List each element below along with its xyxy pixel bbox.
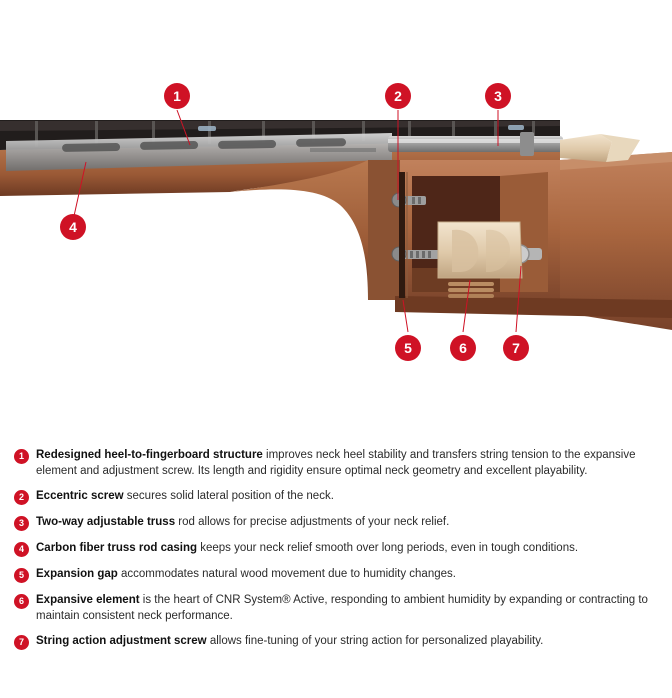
list-item	[0, 541, 672, 557]
legend-term-7: String action adjustment screw	[36, 635, 207, 647]
diagram-marker-4[interactable]: 4	[60, 214, 86, 240]
legend-term-4: Carbon fiber truss rod casing	[36, 542, 198, 554]
legend-rest-2: secures solid lateral position of the neck.	[123, 490, 334, 502]
legend-text-5	[36, 567, 456, 583]
legend-number-6: 6	[14, 594, 29, 609]
expansion-gap	[399, 172, 408, 298]
legend-term-3: Two-way adjustable truss	[36, 516, 176, 528]
list-item	[0, 634, 672, 650]
expansive-element	[438, 222, 522, 278]
legend-term-6: Expansive element	[36, 594, 140, 606]
legend-rest-6: is the heart of CNR System® Active, responding to ambient humidity by expanding or contracting to maintain consistent neck performance.	[36, 594, 648, 622]
legend-term-2: Eccentric screw	[36, 490, 124, 502]
diagram-marker-7[interactable]: 7	[503, 335, 529, 361]
list-item	[0, 489, 672, 505]
legend-text-4	[36, 541, 578, 557]
legend-number-7: 7	[14, 635, 29, 650]
legend-text-2	[36, 489, 334, 505]
legend-text-1	[36, 448, 654, 479]
legend-number-3: 3	[14, 516, 29, 531]
legend-text-6	[36, 593, 654, 624]
internal-braces	[448, 282, 494, 298]
legend-text-7	[36, 634, 543, 650]
legend-text-3	[36, 515, 449, 531]
legend-rest-5: accommodates natural wood movement due to humidity changes.	[117, 568, 456, 580]
legend-number-5: 5	[14, 568, 29, 583]
list-item	[0, 515, 672, 531]
diagram-marker-5[interactable]: 5	[395, 335, 421, 361]
legend-rest-4: keeps your neck relief smooth over long periods, even in tough conditions.	[197, 542, 579, 554]
diagram-marker-6[interactable]: 6	[450, 335, 476, 361]
legend-rest-3: rod allows for precise adjustments of your neck relief.	[175, 516, 450, 528]
diagram-marker-1[interactable]: 1	[164, 83, 190, 109]
legend-term-5: Expansion gap	[36, 568, 118, 580]
list-item	[0, 593, 672, 624]
legend-list	[0, 448, 672, 660]
diagram-marker-2[interactable]: 2	[385, 83, 411, 109]
legend-rest-7: allows fine-tuning of your string action for personalized playability.	[206, 635, 544, 647]
legend-number-4: 4	[14, 542, 29, 557]
legend-term-1: Redesigned heel-to-fingerboard structure	[36, 449, 263, 461]
list-item	[0, 567, 672, 583]
list-item	[0, 448, 672, 479]
legend-number-1: 1	[14, 449, 29, 464]
legend-rest-1: improves neck heel stability and transfers string tension to the expansive element and adjustment screw. Its length and rigidity ensure optimal neck geometry and excellent playability.	[36, 449, 636, 477]
diagram-marker-3[interactable]: 3	[485, 83, 511, 109]
legend-number-2: 2	[14, 490, 29, 505]
